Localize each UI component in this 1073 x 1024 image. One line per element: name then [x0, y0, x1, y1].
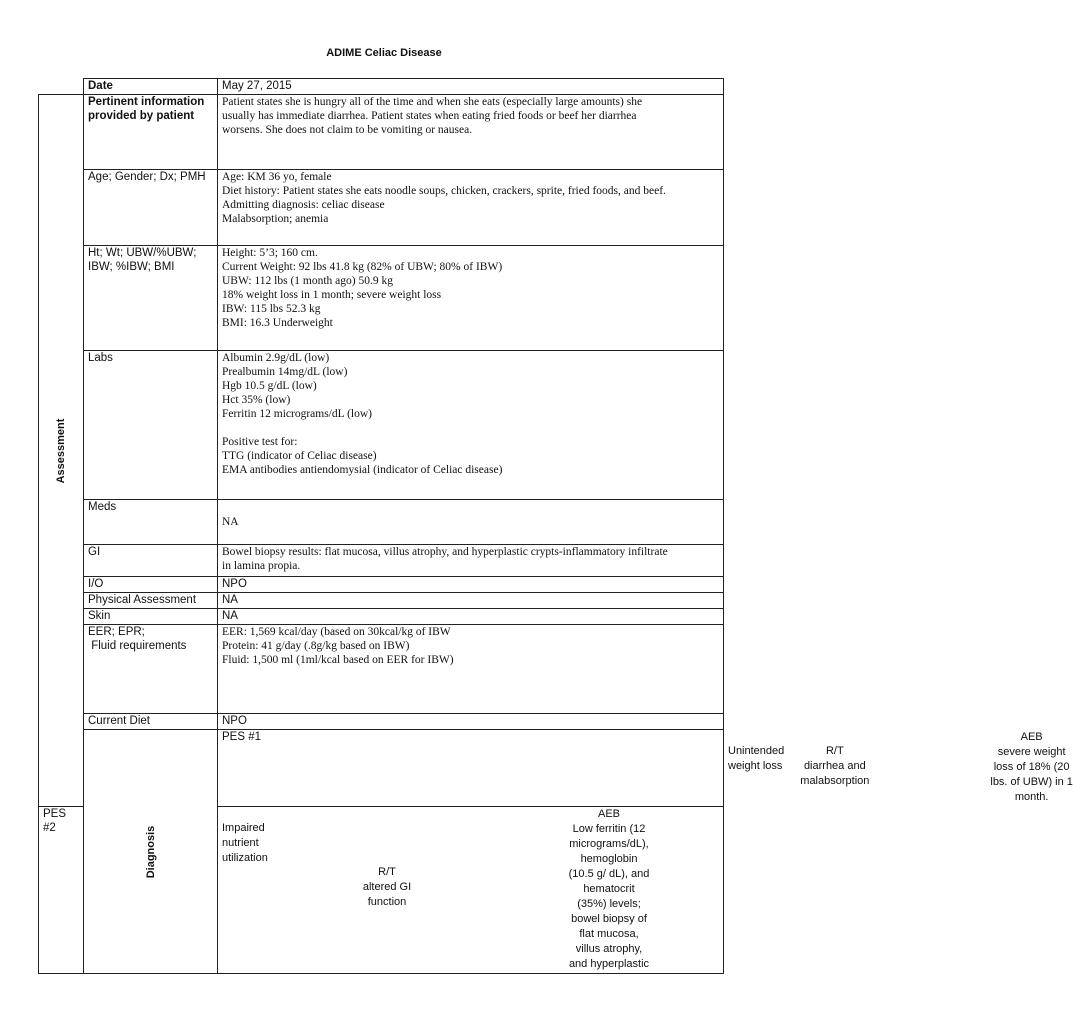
text-line: R/T	[825, 745, 844, 757]
row-date	[39, 79, 724, 95]
pes2-value	[218, 807, 724, 974]
io-value: NPO	[218, 577, 724, 593]
label-line: EER; EPR;	[88, 626, 145, 638]
diet-label: Current Diet	[84, 714, 218, 730]
text-line: Protein: 41 g/day (.8g/kg based on IBW)	[222, 640, 410, 652]
row-io	[39, 577, 724, 593]
row-diet	[39, 714, 724, 730]
text-line: Fluid: 1,500 ml (1ml/kcal based on EER for IBW)	[222, 654, 454, 666]
row-gi	[39, 545, 724, 577]
row-pertinent	[39, 95, 724, 170]
text-line: flat mucosa,	[579, 928, 639, 940]
text-line: Prealbumin 14mg/dL (low)	[222, 366, 348, 378]
text-line: micrograms/dL),	[569, 838, 649, 850]
pes1-signs	[990, 730, 1073, 805]
text-line: Ferritin 12 micrograms/dL (low)	[222, 408, 372, 420]
assessment-label: Assessment	[55, 418, 67, 483]
physical-label: Physical Assessment	[84, 593, 218, 609]
text-line: Unintended	[728, 745, 785, 757]
skin-value: NA	[218, 609, 724, 625]
pes2-label: PES #2	[39, 807, 84, 974]
pes1-label: PES #1	[218, 730, 724, 807]
text-line: utilization	[222, 852, 268, 864]
text-line: Positive test for:	[222, 436, 298, 448]
text-line: Albumin 2.9g/dL (low)	[222, 352, 330, 364]
text-line: and hyperplastic	[568, 958, 650, 970]
diet-value: NPO	[218, 714, 724, 730]
pertinent-value	[218, 95, 724, 170]
text-line: altered GI	[362, 881, 412, 893]
pes1-etiology	[800, 730, 869, 805]
text-line: Patient states she is hungry all of the time and when she eats (especially large amounts) she	[222, 96, 643, 108]
text-line: (10.5 g/ dL), and	[568, 868, 650, 880]
label-line: Ht; Wt; UBW/%UBW;	[88, 247, 197, 259]
text-line: NA	[222, 516, 239, 528]
row-skin	[39, 609, 724, 625]
io-label: I/O	[84, 577, 218, 593]
row-labs	[39, 351, 724, 500]
anthro-value	[218, 246, 724, 351]
meds-label: Meds	[84, 500, 218, 545]
text-line: month.	[1014, 791, 1049, 803]
labs-label: Labs	[84, 351, 218, 500]
text-line: UBW: 112 lbs (1 month ago) 50.9 kg	[222, 275, 393, 287]
text-line: AEB	[1020, 731, 1043, 743]
text-line: bowel biopsy of	[571, 913, 647, 925]
text-line: villus atrophy,	[575, 943, 643, 955]
text-line: usually has immediate diarrhea. Patient states when eating fried foods or beef her diarrhea	[222, 110, 637, 122]
text-line: in lamina propia.	[222, 560, 301, 572]
text-line: hemoglobin	[580, 853, 638, 865]
text-line: R/T	[378, 866, 396, 878]
row-meds	[39, 500, 724, 545]
text-line: (35%) levels;	[577, 898, 641, 910]
diagnosis-section	[84, 730, 218, 974]
pertinent-label: Pertinent information provided by patient	[84, 95, 218, 170]
age-value	[218, 170, 724, 246]
row-eer	[39, 625, 724, 714]
pes2-problem	[222, 807, 317, 972]
text-line: Low ferritin (12	[572, 823, 646, 835]
row-physical	[39, 593, 724, 609]
text-line: Impaired	[222, 822, 265, 834]
text-line: TTG (indicator of Celiac disease)	[222, 450, 377, 462]
text-line: Admitting diagnosis: celiac disease	[222, 199, 385, 211]
text-line: weight loss	[728, 760, 783, 772]
meds-value	[218, 500, 724, 545]
text-line: Height: 5’3; 160 cm.	[222, 247, 318, 259]
text-line: 18% weight loss in 1 month; severe weight loss	[222, 289, 442, 301]
date-label: Date	[84, 79, 218, 95]
text-line: BMI: 16.3 Underweight	[222, 317, 333, 329]
text-line: EMA antibodies antiendomysial (indicator of Celiac disease)	[222, 464, 503, 476]
row-age	[39, 170, 724, 246]
text-line: AEB	[597, 808, 620, 820]
pes1-problem	[728, 730, 784, 805]
gi-label: GI	[84, 545, 218, 577]
labs-value	[218, 351, 724, 500]
text-line: Bowel biopsy results: flat mucosa, villus atrophy, and hyperplastic crypts-inflammatory infiltrate	[222, 546, 668, 558]
text-line: Current Weight: 92 lbs 41.8 kg (82% of UBW; 80% of IBW)	[222, 261, 503, 273]
anthro-label	[84, 246, 218, 351]
text-line: worsens. She does not claim to be vomiting or nausea.	[222, 124, 473, 136]
row-anthropometrics	[39, 246, 724, 351]
eer-label	[84, 625, 218, 714]
pes2-signs	[562, 807, 656, 972]
text-line: function	[367, 896, 407, 908]
text-line: EER: 1,569 kcal/day (based on 30kcal/kg of IBW	[222, 626, 451, 638]
text-line: hematocrit	[583, 883, 635, 895]
text-line: lbs. of UBW) in 1	[990, 776, 1073, 788]
blank-corner	[39, 79, 84, 95]
pes2-etiology	[333, 807, 441, 972]
text-line: severe weight	[997, 746, 1066, 758]
assessment-section	[39, 95, 84, 807]
eer-value	[218, 625, 724, 714]
physical-value: NA	[218, 593, 724, 609]
text-line: Malabsorption; anemia	[222, 213, 329, 225]
document-title: ADIME Celiac Disease	[326, 47, 442, 59]
date-value: May 27, 2015	[218, 79, 724, 95]
text-line: Hct 35% (low)	[222, 394, 291, 406]
text-line: loss of 18% (20	[993, 761, 1070, 773]
text-line: IBW: 115 lbs 52.3 kg	[222, 303, 321, 315]
label-line: IBW; %IBW; BMI	[88, 261, 175, 273]
diagnosis-label: Diagnosis	[144, 825, 157, 878]
spacer	[222, 421, 719, 435]
text-line: nutrient	[222, 837, 259, 849]
text-line: malabsorption	[800, 775, 870, 787]
row-pes1	[39, 730, 724, 807]
gi-value	[218, 545, 724, 577]
label-line: Fluid requirements	[88, 640, 187, 652]
text-line: diarrhea and	[803, 760, 866, 772]
text-line: Diet history: Patient states she eats noodle soups, chicken, crackers, sprite, fried foods, and beef.	[222, 185, 666, 197]
adime-table	[38, 78, 1073, 974]
age-label: Age; Gender; Dx; PMH	[84, 170, 218, 246]
text-line: Age: KM 36 yo, female	[222, 171, 332, 183]
skin-label: Skin	[84, 609, 218, 625]
text-line: Hgb 10.5 g/dL (low)	[222, 380, 317, 392]
